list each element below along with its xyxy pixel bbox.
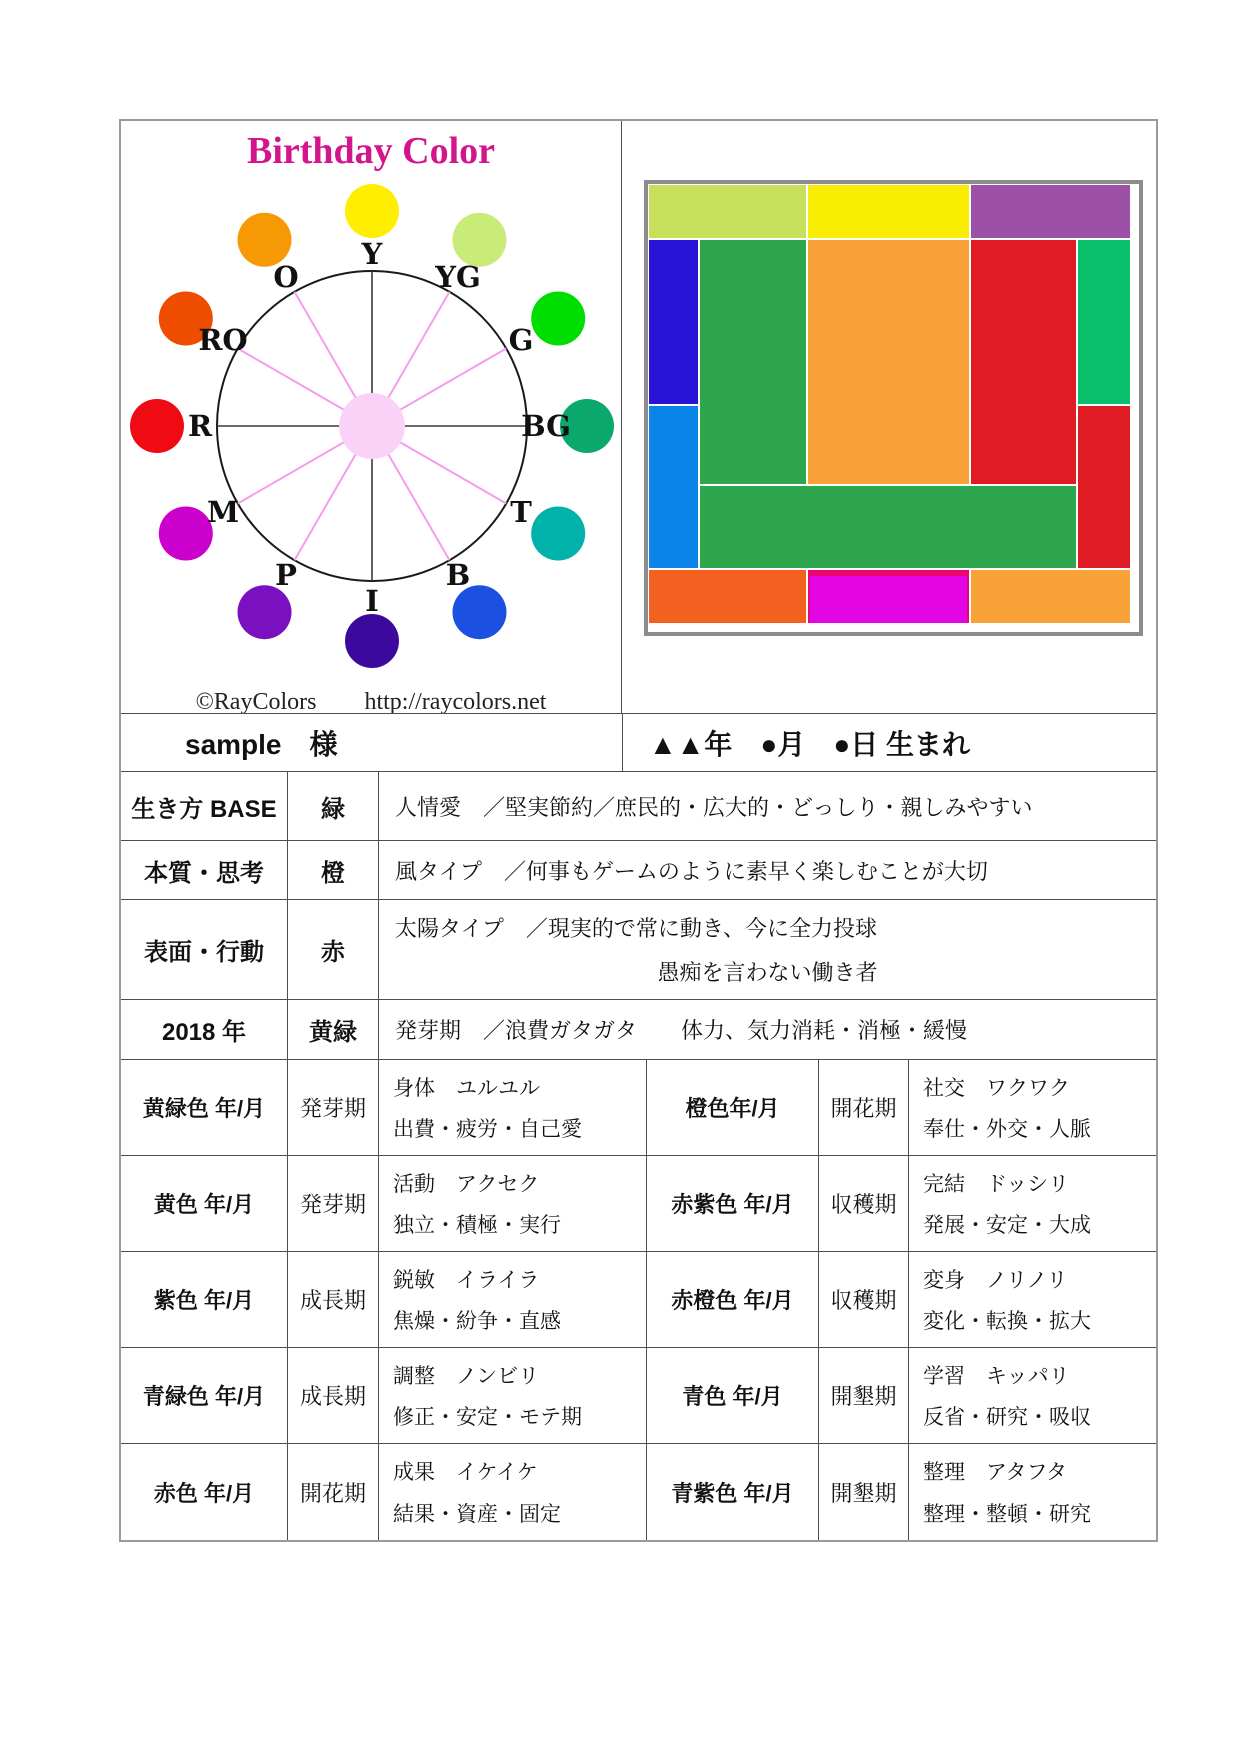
period-color-label: 赤橙色 年/月	[647, 1252, 819, 1347]
row-label: 表面・行動	[121, 900, 288, 999]
period-description	[379, 1060, 647, 1155]
period-line-1: 整理 アタフタ	[923, 1461, 1068, 1484]
row-honshitsu-shikou	[121, 840, 1156, 899]
period-line-2: 奉仕・外交・人脈	[923, 1118, 1091, 1142]
wheel-dot-b	[453, 585, 507, 639]
period-line-1: 活動 アクセク	[393, 1172, 540, 1196]
copyright-line: ©RayColors http://raycolors.net	[195, 689, 547, 715]
period-line-1: 成果 イケイケ	[393, 1461, 538, 1484]
mosaic-tile-magenta-fill	[810, 576, 967, 623]
wheel-label-r: R	[187, 409, 213, 443]
period-description	[379, 1252, 647, 1347]
period-phase: 発芽期	[288, 1060, 379, 1155]
period-color-label: 橙色年/月	[647, 1060, 819, 1155]
period-row-5	[121, 1443, 1156, 1540]
period-row-3	[121, 1251, 1156, 1347]
period-row-4	[121, 1347, 1156, 1443]
wheel-label-y: Y	[361, 237, 383, 271]
client-name: sample 様	[121, 714, 623, 771]
row-2018	[121, 999, 1156, 1059]
row-color-name: 黄緑	[288, 1000, 379, 1059]
color-wheel-cell	[121, 121, 622, 713]
period-color-label: 紫色 年/月	[121, 1252, 288, 1347]
period-color-label: 黄緑色 年/月	[121, 1060, 288, 1155]
period-color-label: 青紫色 年/月	[647, 1444, 819, 1540]
wheel-dot-o	[238, 213, 292, 267]
period-description	[909, 1252, 1156, 1347]
period-line-1: 身体 ユルユル	[393, 1076, 540, 1100]
period-color-label: 黄色 年/月	[121, 1156, 288, 1251]
period-description	[909, 1156, 1156, 1251]
mosaic-tile-purple	[970, 184, 1131, 239]
mosaic-tile-magenta	[807, 569, 970, 624]
period-line-2: 修正・安定・モテ期	[393, 1406, 582, 1430]
period-row-2	[121, 1155, 1156, 1251]
period-phase: 成長期	[288, 1348, 379, 1443]
row-description: 風タイプ ／何事もゲームのように素早く楽しむことが大切	[395, 858, 988, 884]
period-line-2: 整理・整頓・研究	[923, 1503, 1091, 1526]
wheel-dot-m	[159, 507, 213, 561]
period-line-1: 調整 ノンビリ	[393, 1364, 540, 1388]
wheel-label-g: G	[508, 323, 534, 357]
period-phase: 開墾期	[819, 1444, 909, 1540]
birth-date: ▲▲年 ●月 ●日 生まれ	[649, 728, 971, 760]
wheel-dot-p	[238, 585, 292, 639]
period-phase: 開花期	[819, 1060, 909, 1155]
color-mosaic	[644, 180, 1143, 636]
wheel-label-t: T	[510, 495, 532, 529]
wheel-hub	[339, 393, 405, 459]
mosaic-tile-green-column	[699, 239, 807, 485]
mosaic-tile-yellow	[807, 184, 970, 239]
wheel-label-p: P	[275, 558, 297, 592]
wheel-label-m: M	[206, 495, 240, 529]
description-line-2: 愚痴を言わない働き者	[657, 959, 878, 985]
row-color-name: 緑	[288, 772, 379, 840]
wheel-dot-r	[130, 399, 184, 453]
period-line-2: 反省・研究・吸収	[923, 1406, 1091, 1430]
period-color-label: 赤色 年/月	[121, 1444, 288, 1540]
period-phase: 収穫期	[819, 1252, 909, 1347]
mosaic-cell	[622, 121, 1156, 713]
wheel-label-bg: BG	[521, 409, 571, 443]
page-title: Birthday Color	[246, 130, 496, 172]
row-description: 発芽期 ／浪費ガタガタ 体力、気力消耗・消極・緩慢	[395, 1018, 968, 1043]
period-description	[379, 1156, 647, 1251]
period-phase: 開花期	[288, 1444, 379, 1540]
period-row-1	[121, 1059, 1156, 1155]
period-phase: 収穫期	[819, 1156, 909, 1251]
period-color-label: 赤紫色 年/月	[647, 1156, 819, 1251]
period-description	[909, 1348, 1156, 1443]
period-description	[909, 1444, 1156, 1540]
period-line-1: 変身 ノリノリ	[923, 1268, 1068, 1292]
period-line-2: 出費・疲労・自己愛	[393, 1118, 582, 1142]
sample-row	[121, 713, 1156, 771]
report-sheet	[119, 119, 1158, 1542]
period-line-2: 焦燥・紛争・直感	[393, 1310, 561, 1334]
period-phase: 成長期	[288, 1252, 379, 1347]
row-color-name: 赤	[288, 900, 379, 999]
period-phase: 開墾期	[819, 1348, 909, 1443]
row-color-name: 橙	[288, 841, 379, 899]
row-label: 本質・思考	[121, 841, 288, 899]
period-line-2: 結果・資産・固定	[393, 1503, 561, 1526]
row-label: 2018 年	[121, 1000, 288, 1059]
wheel-dot-y	[345, 184, 399, 238]
period-line-1: 学習 キッパリ	[923, 1364, 1070, 1388]
wheel-dot-g	[531, 292, 585, 346]
period-line-2: 変化・転換・拡大	[923, 1310, 1091, 1334]
mosaic-tile-orange-red	[648, 569, 807, 624]
period-description	[379, 1348, 647, 1443]
wheel-label-ro: RO	[198, 323, 248, 357]
description-line-1: 太陽タイプ ／現実的で常に動き、今に全力投球	[395, 916, 878, 942]
wheel-dot-t	[531, 507, 585, 561]
period-line-1: 鋭敏 イライラ	[393, 1268, 540, 1292]
row-hyomen-koudou	[121, 899, 1156, 999]
header-row	[121, 121, 1156, 713]
period-description	[379, 1444, 647, 1540]
mosaic-tile-orange-large	[807, 239, 970, 485]
mosaic-tile-red-column	[970, 239, 1077, 485]
mosaic-tile-orange	[970, 569, 1131, 624]
period-line-1: 完結 ドッシリ	[923, 1172, 1070, 1196]
wheel-label-b: B	[445, 558, 471, 592]
row-ikikata-base	[121, 771, 1156, 840]
mosaic-tile-yellow-green	[648, 184, 807, 239]
row-description	[379, 900, 1156, 999]
wheel-dot-yg	[453, 213, 507, 267]
mosaic-tile-light-blue	[648, 405, 699, 569]
period-description	[909, 1060, 1156, 1155]
period-line-2: 独立・積極・実行	[393, 1214, 561, 1238]
mosaic-tile-dark-blue	[648, 239, 699, 405]
period-color-label: 青色 年/月	[647, 1348, 819, 1443]
color-wheel	[121, 121, 622, 713]
period-line-2: 発展・安定・大成	[923, 1214, 1091, 1238]
period-line-1: 社交 ワクワク	[923, 1076, 1070, 1100]
mosaic-tile-red-lower	[1077, 405, 1131, 569]
row-description: 人情愛 ／堅実節約／庶民的・広大的・どっしり・親しみやすい	[395, 794, 1033, 820]
wheel-label-i: I	[365, 584, 379, 618]
wheel-label-yg: YG	[435, 260, 481, 294]
wheel-dot-i	[345, 614, 399, 668]
mosaic-tile-emerald	[1077, 239, 1131, 405]
mosaic-tile-green-bar	[699, 485, 1077, 569]
wheel-label-o: O	[273, 260, 299, 294]
period-color-label: 青緑色 年/月	[121, 1348, 288, 1443]
period-phase: 発芽期	[288, 1156, 379, 1251]
row-label: 生き方 BASE	[121, 772, 288, 840]
